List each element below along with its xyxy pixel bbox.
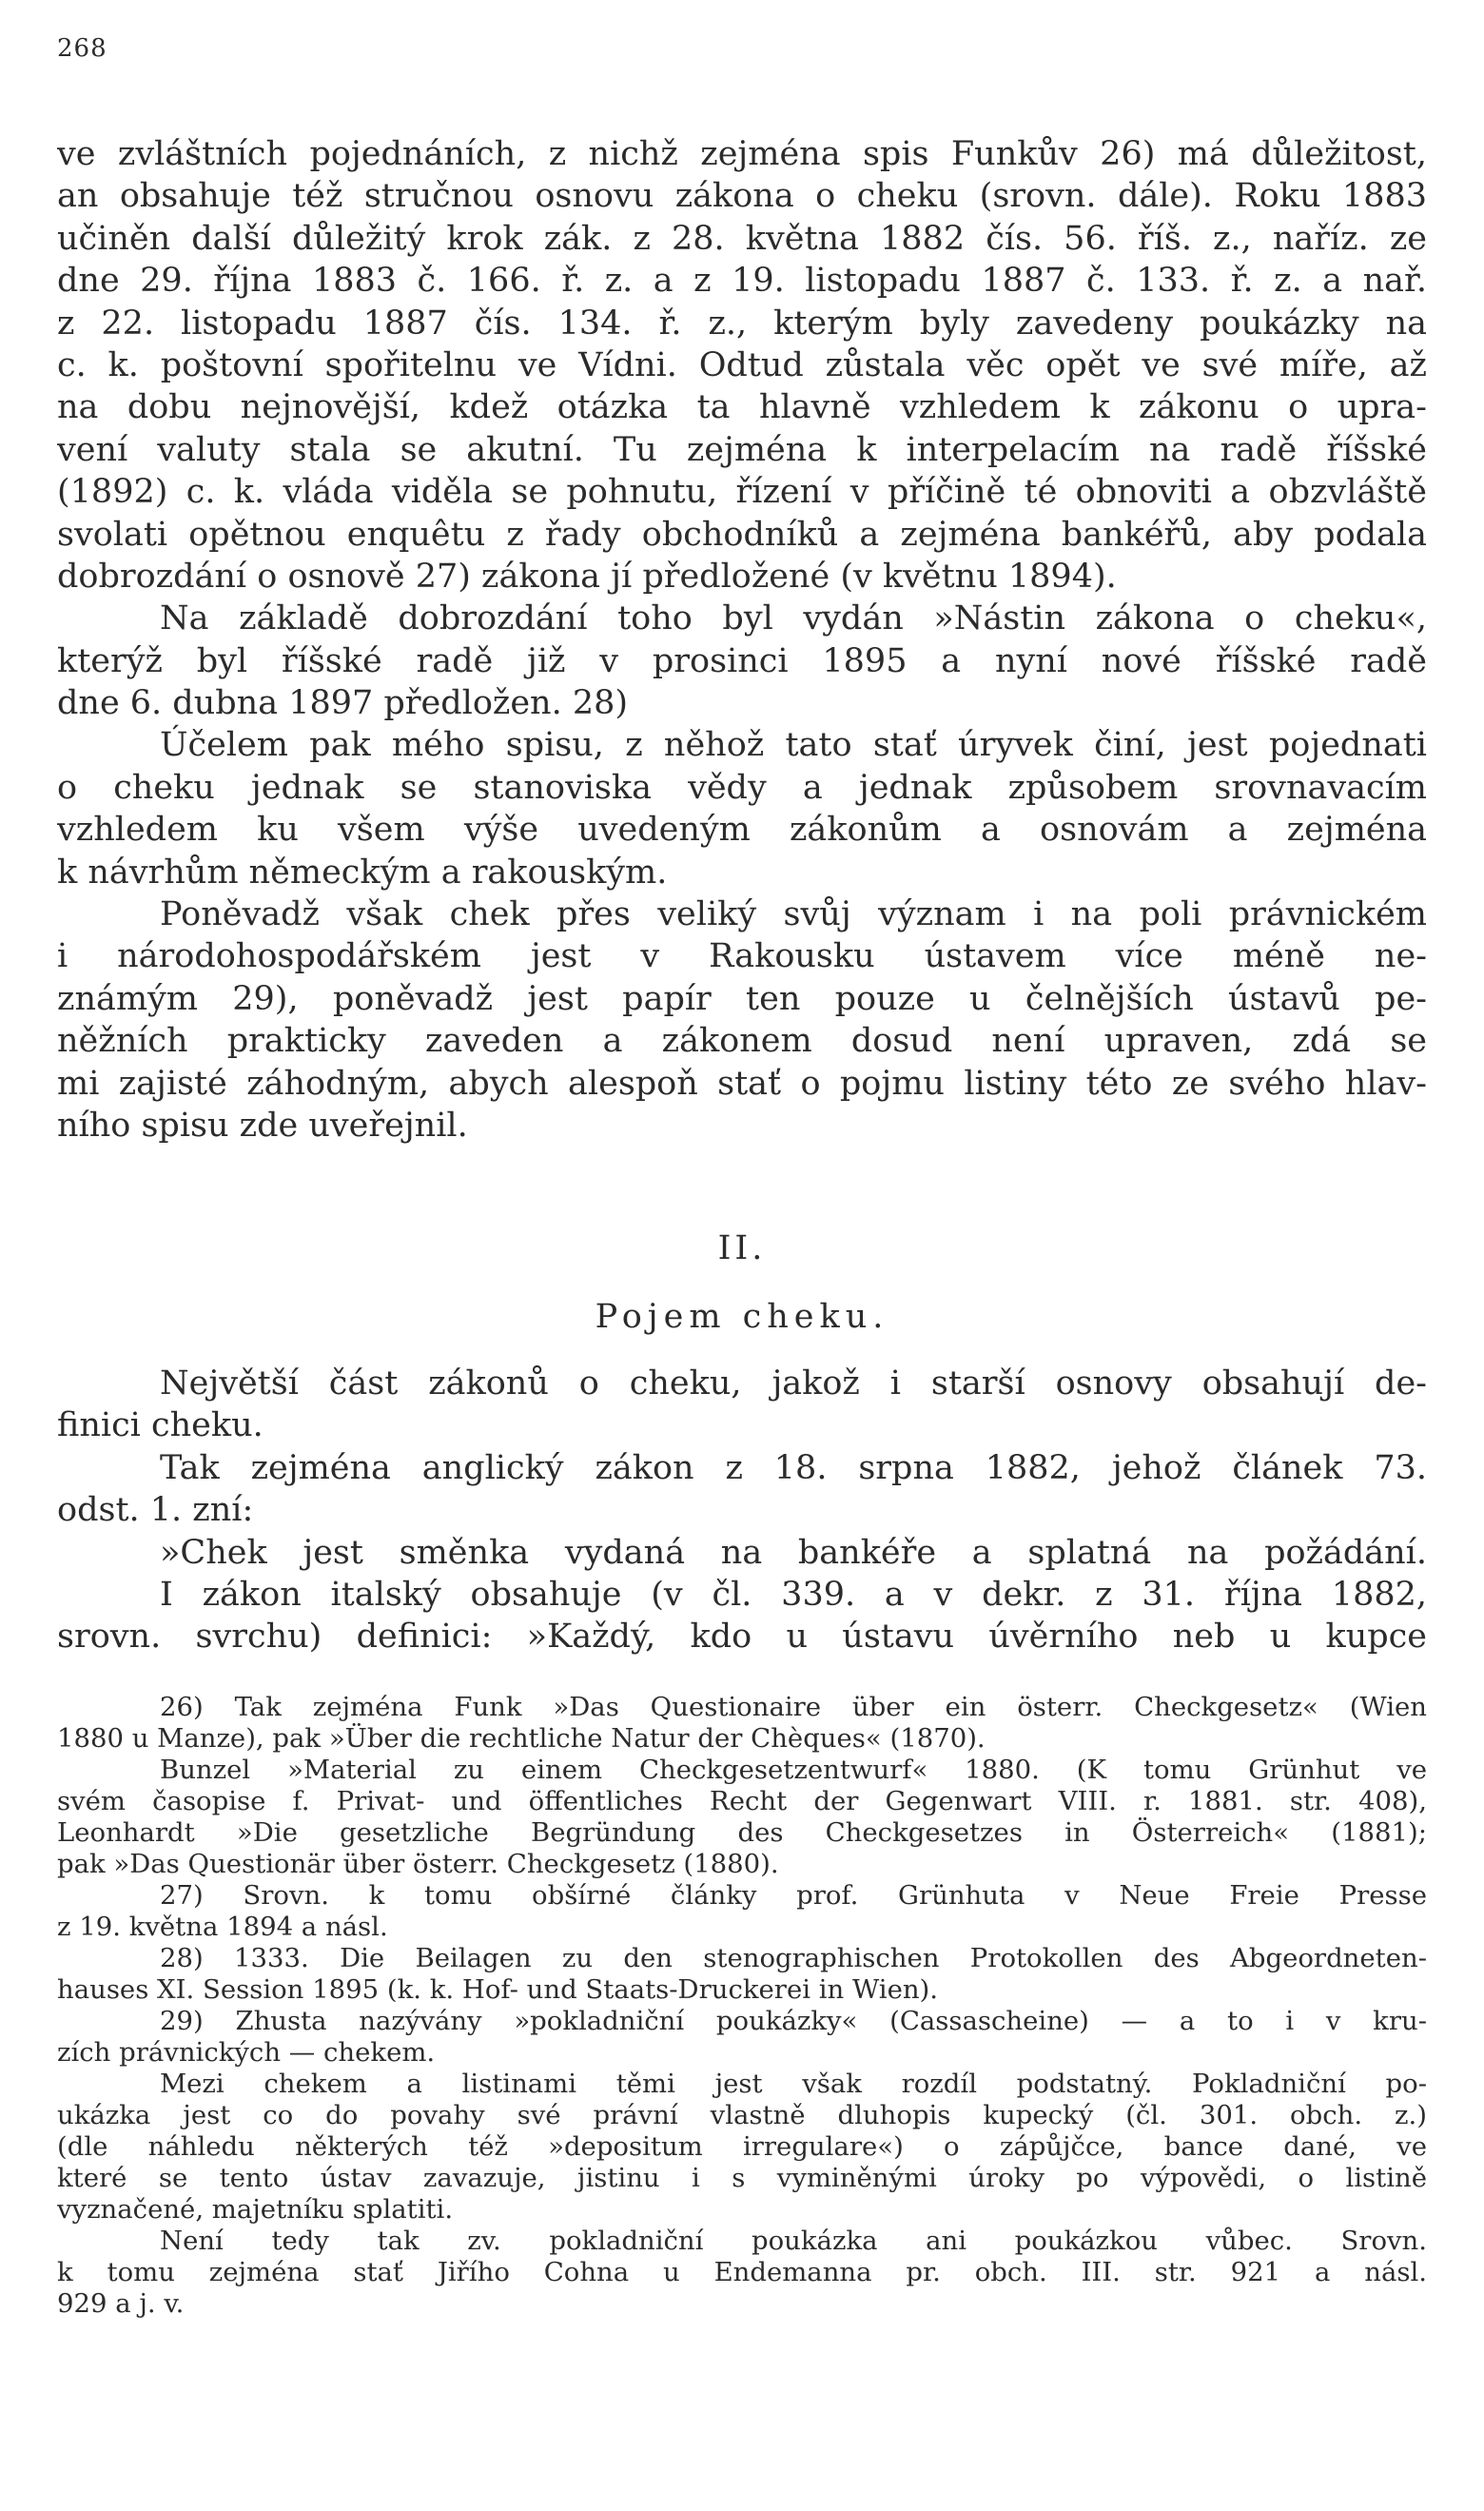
footnotes [57,1692,1427,2320]
text-line: Tak zejména anglický zákon z 18. srpna 1882, jehož článek 73. [160,1448,1427,1487]
text-line: dne 6. dubna 1897 předložen. 28) [57,684,629,723]
text-line: vení valuty stala se akutní. Tu zejména k interpelacím na radě říšské [57,430,1427,469]
footnote-line: svém časopise f. Privat- und öffentliches Recht der Gegenwart VIII. r. 1881. str. 408), [57,1786,1427,1816]
text-line: Největší část zákonů o cheku, jakož i starší osnovy obsahují de- [160,1364,1427,1403]
text-line: c. k. poštovní spořitelnu ve Vídni. Odtud zůstala věc opět ve své míře, až [57,345,1427,384]
text-line: vzhledem ku všem výše uvedeným zákonům a osnovám a zejména [57,811,1427,850]
footnote-line: z 19. května 1894 a násl. [57,1912,388,1942]
text-line: I zákon italský obsahuje (v čl. 339. a v dekr. z 31. října 1882, [160,1575,1427,1614]
text-line: (1892) c. k. vláda viděla se pohnutu, řízení v příčině té obnoviti a obzvláště [57,473,1427,512]
footnote-line: 27) Srovn. k tomu obšírné články prof. Grünhuta v Neue Freie Presse [160,1880,1427,1911]
footnote-line: vyznačené, majetníku splatiti. [57,2194,454,2225]
text-line: ního spisu zde uveřejnil. [57,1106,468,1145]
text-line: o cheku jednak se stanoviska vědy a jednak způsobem srovnavacím [57,768,1427,807]
footnote-line: 29) Zhusta nazývány »pokladniční poukázky« (Cassascheine) — a to i v kru- [160,2006,1427,2036]
footnote-line: 1880 u Manze), pak »Über die rechtliche Natur der Chèques« (1870). [57,1723,986,1754]
footnote-line: k tomu zejména stať Jiřího Cohna u Endemanna pr. obch. III. str. 921 a násl. [57,2257,1427,2287]
text-line: an obsahuje též stručnou osnovu zákona o cheku (srovn. dále). Roku 1883 [57,177,1427,216]
section-title: Pojem cheku. [595,1298,889,1336]
text-line: na dobu nejnovější, kdež otázka ta hlavně vzhledem k zákonu o upra- [57,388,1427,427]
section-text [57,1363,1427,1658]
footnote-line: Leonhardt »Die gesetzliche Begründung des Checkgesetzes in Österreich« (1881); [57,1817,1427,1848]
text-line: z 22. listopadu 1887 čís. 134. ř. z., kterým byly zavedeny poukázky na [57,304,1427,343]
footnote-line: Mezi chekem a listinami těmi jest však rozdíl podstatný. Pokladniční po- [160,2069,1427,2099]
page-number: 268 [57,34,107,63]
text-line: odst. 1. zní: [57,1491,254,1530]
footnote-line: zích právnických — chekem. [57,2037,436,2068]
text-line: k návrhům německým a rakouským. [57,853,668,892]
text-line: svolati opětnou enquêtu z řady obchodníků a zejména bankéřů, aby podala [57,515,1427,554]
text-line: dne 29. října 1883 č. 166. ř. z. a z 19. listopadu 1887 č. 133. ř. z. a nař. [57,262,1427,301]
main-text [57,133,1427,1147]
text-line: finici cheku. [57,1406,264,1445]
text-line: i národohospodářském jest v Rakousku ústavem více méně ne- [57,937,1427,976]
footnote-line: pak »Das Questionär über österr. Checkgesetz (1880). [57,1849,779,1879]
footnote-line: které se tento ústav zavazuje, jistinu i s vyminěnými úroky po výpovědi, o listině [57,2163,1427,2193]
text-line: známým 29), poněvadž jest papír ten pouze u čelnějších ústavů pe- [57,979,1427,1018]
text-line: Poněvadž však chek přes veliký svůj význam i na poli právnickém [160,895,1427,934]
text-line: srovn. svrchu) definici: »Každý, kdo u ústavu úvěrního neb u kupce [57,1618,1427,1657]
footnote-line: (dle náhledu některých též »depositum irregulare«) o zápůjčce, bance dané, ve [57,2131,1427,2162]
footnote-line: 929 a j. v. [57,2288,185,2319]
text-line: »Chek jest směnka vydaná na bankéře a splatná na požádání. [160,1533,1427,1572]
footnote-line: Není tedy tak zv. pokladniční poukázka ani poukázkou vůbec. Srovn. [160,2226,1427,2256]
section-number: II. [717,1229,767,1267]
text-line: Na základě dobrozdání toho byl vydán »Nástin zákona o cheku«, [160,599,1427,638]
text-line: něžních prakticky zaveden a zákonem dosud není upraven, zdá se [57,1022,1427,1061]
text-line: kterýž byl říšské radě již v prosinci 1895 a nyní nové říšské radě [57,641,1427,680]
text-line: ve zvláštních pojednáních, z nichž zejména spis Funkův 26) má důležitost, [57,135,1427,173]
footnote-line: Bunzel »Material zu einem Checkgesetzentwurf« 1880. (K tomu Grünhut ve [160,1755,1427,1785]
footnote-line: ukázka jest co do povahy své právní vlastně dluhopis kupecký (čl. 301. obch. z.) [57,2100,1427,2130]
text-line: učiněn další důležitý krok zák. z 28. května 1882 čís. 56. říš. z., naříz. ze [57,219,1427,258]
text-line: Účelem pak mého spisu, z něhož tato stať úryvek činí, jest pojednati [160,726,1427,765]
text-line: mi zajisté záhodným, abych alespoň stať o pojmu listiny této ze svého hlav- [57,1064,1427,1103]
text-line: dobrozdání o osnově 27) zákona jí předložené (v květnu 1894). [57,557,1117,596]
footnote-line: 26) Tak zejména Funk »Das Questionaire über ein österr. Checkgesetz« (Wien [160,1692,1427,1722]
footnote-line: 28) 1333. Die Beilagen zu den stenographischen Protokollen des Abgeordneten- [160,1943,1427,1973]
footnote-line: hauses XI. Session 1895 (k. k. Hof- und Staats-Druckerei in Wien). [57,1974,939,2005]
